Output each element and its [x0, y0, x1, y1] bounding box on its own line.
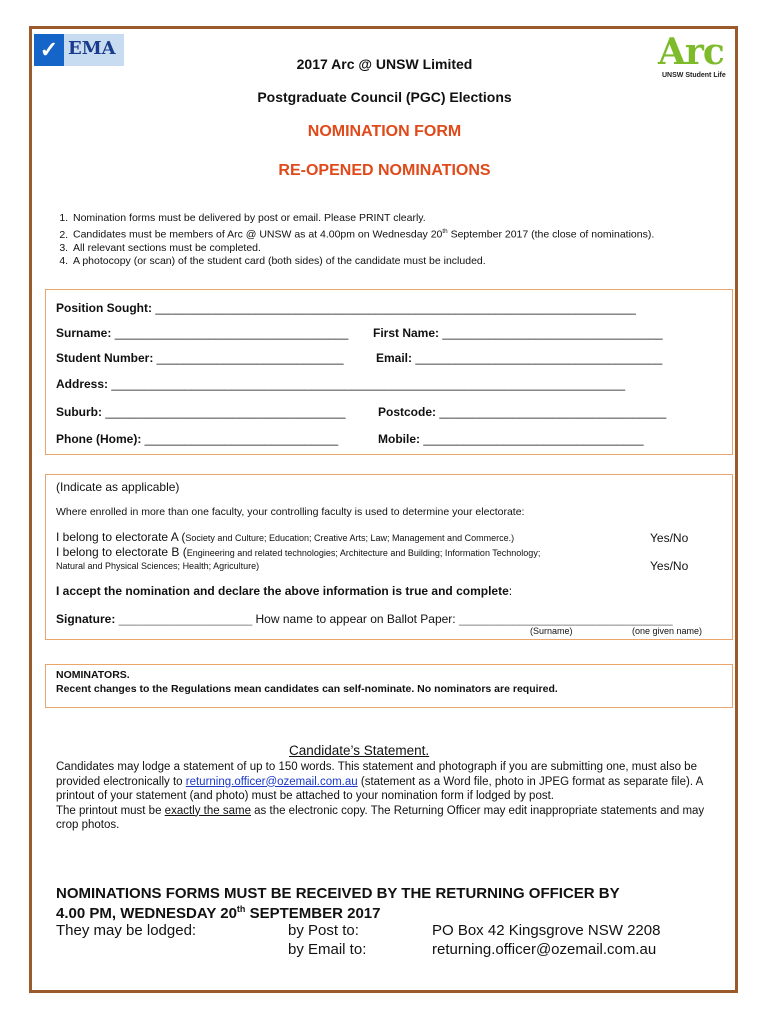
- postcode-field[interactable]: Postcode: __________________________________: [378, 405, 667, 419]
- by-email-label: by Email to:: [288, 941, 367, 958]
- first-name-field[interactable]: First Name: _________________________________: [373, 326, 663, 340]
- email-field[interactable]: Email: _____________________________________: [376, 351, 663, 365]
- lodged-label: They may be lodged:: [56, 922, 197, 939]
- given-name-caption: (one given name): [632, 626, 703, 636]
- suburb-field[interactable]: Suburb: ____________________________________: [56, 405, 346, 419]
- indicate-note: (Indicate as applicable): [56, 480, 180, 494]
- post-address: PO Box 42 Kingsgrove NSW 2208: [432, 922, 661, 939]
- student-number-field[interactable]: Student Number: ____________________________: [56, 351, 344, 365]
- electorate-b-cont: Natural and Physical Sciences; Health; Agriculture): [56, 561, 260, 571]
- nominators-title: NOMINATORS.: [56, 669, 130, 681]
- footer-email[interactable]: returning.officer@ozemail.com.au: [432, 941, 657, 958]
- deadline-line1: NOMINATIONS FORMS MUST BE RECEIVED BY THE RETURNING OFFICER BY: [56, 885, 620, 902]
- mobile-field[interactable]: Mobile: _________________________________: [378, 432, 644, 446]
- enrolled-note: Where enrolled in more than one faculty, your controlling faculty is used to determine your electorate:: [56, 506, 525, 518]
- by-post-label: by Post to:: [288, 922, 359, 939]
- electorate-a-yes-no[interactable]: Yes/No: [650, 531, 689, 545]
- statement-text: Candidates may lodge a statement of up to 150 words. This statement and photograph if you are submitting one, must also be provided electronically to returning.officer@ozemail.com.au (statement as a Word file, photo in JPEG format as separate file). A printout of your statement (and photo) must be attached to your nomination form if lodged by post. The printout must be exactly the same as the electronic copy. The Returning Officer may edit inappropriate statements and may crop photos.: [56, 761, 705, 831]
- deadline-line2: 4.00 PM, WEDNESDAY 20th SEPTEMBER 2017: [56, 904, 381, 922]
- signature-field[interactable]: ____________________: [118, 612, 253, 626]
- arc-logo: Arc UNSW Student Life: [658, 31, 726, 79]
- statement-title: Candidate’s Statement.: [289, 743, 430, 758]
- reopened-title: RE-OPENED NOMINATIONS: [278, 162, 491, 179]
- checkmark-icon: ✓: [34, 34, 64, 66]
- position-field[interactable]: Position Sought: ________________________________________________________________________: [56, 301, 636, 315]
- signature-row: Signature: ____________________ How name to appear on Ballot Paper: ________________________________: [56, 612, 673, 626]
- ballot-name-field[interactable]: ________________________________: [458, 612, 673, 626]
- electorate-a: I belong to electorate A (Society and Culture; Education; Creative Arts; Law; Management and Commerce.): [56, 530, 515, 544]
- address-field[interactable]: Address: _____________________________________________________________________________: [56, 377, 626, 391]
- electorate-b: I belong to electorate B (Engineering and related technologies; Architecture and Building; Information Technology;: [56, 545, 541, 559]
- phone-field[interactable]: Phone (Home): _____________________________: [56, 432, 339, 446]
- ema-logo: ✓ EMA: [34, 34, 124, 66]
- rule-3: 3. All relevant sections must be completed.: [71, 242, 751, 255]
- rule-1: 1. Nomination forms must be delivered by post or email. Please PRINT clearly.: [71, 212, 751, 225]
- surname-field[interactable]: Surname: ___________________________________: [56, 326, 349, 340]
- form-title: NOMINATION FORM: [307, 123, 462, 140]
- electorate-b-yes-no[interactable]: Yes/No: [650, 559, 689, 573]
- rule-4: 4. A photocopy (or scan) of the student card (both sides) of the candidate must be included.: [71, 255, 751, 268]
- surname-caption: (Surname): [530, 626, 573, 636]
- rules-list: [56, 212, 751, 268]
- nominators-text: Recent changes to the Regulations mean candidates can self-nominate. No nominators are required.: [56, 683, 558, 695]
- rule-2: 2. Candidates must be members of Arc @ UNSW as at 4.00pm on Wednesday 20th September 2017 (the close of nominations).: [71, 225, 751, 242]
- org-title: 2017 Arc @ UNSW Limited: [296, 56, 473, 72]
- returning-officer-email-link[interactable]: returning.officer@ozemail.com.au: [185, 775, 358, 788]
- election-title: Postgraduate Council (PGC) Elections: [257, 89, 512, 105]
- accept-declaration: I accept the nomination and declare the above information is true and complete:: [56, 584, 513, 598]
